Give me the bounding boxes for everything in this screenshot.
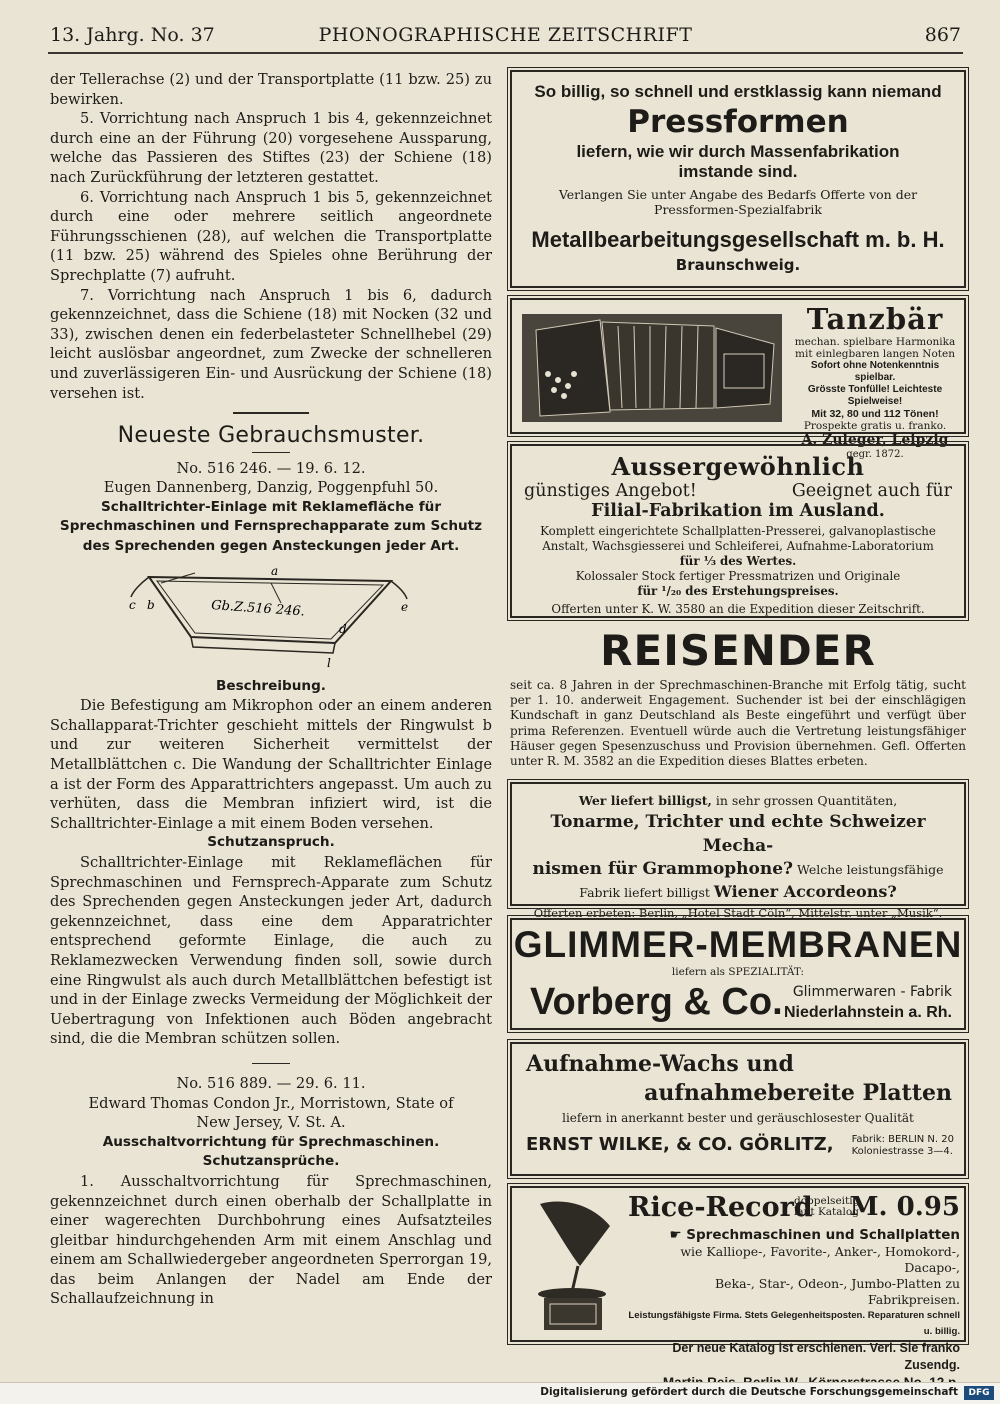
page-footer <box>0 1382 1000 1404</box>
tanzbaer-l1: mechan. spielbare Harmonika <box>794 336 956 348</box>
footer-text: Digitalisierung gefördert durch die Deutsche Forschungsgemeinschaft <box>540 1386 958 1398</box>
tanzbaer-l3: Sofort ohne Notenkenntnis spielbar. <box>810 360 940 383</box>
glimmer-r2: Niederlahnstein a. Rh. <box>783 1004 952 1021</box>
intro-continuation: der Tellerachse (2) und der Transportplatte (11 bzw. 25) zu bewirken. <box>50 71 492 108</box>
wer-l4a: Fabrik liefert billigst <box>579 885 710 900</box>
ausser-line1 <box>512 481 964 501</box>
entry2-claim-1: 1. Ausschaltvorrichtung für Sprechmaschinen, gekennzeichnet durch einen oberhalb der Schallplatte in einer wagerechten Durchbohrung eines Aufsatzteiles gleitbar hindurchgehenden Arm mit einem Anschlag und einem am Schallwiedergeber angeordneten Sperrorgan 19, das beim Anlangen der Nadel am Ende der Schallaufzeichnung in <box>50 1172 492 1308</box>
entry1-claim-heading: Schutzanspruch. <box>207 834 335 851</box>
pressformen-line4: Verlangen Sie unter Angabe des Bedarfs Offerte von der <box>558 187 918 202</box>
entry2-title: Ausschaltvorrichtung für Sprechmaschinen. <box>102 1133 440 1150</box>
entry1-title: Schalltrichter-Einlage mit Reklamefläche für Sprechmaschinen und Fernsprechapparate zum Schutz des Sprechenden gegen Ansteckungen jeder Art. <box>59 498 483 555</box>
ausser-l7: für ¹/₂₀ des Erstehungspreises. <box>637 584 839 598</box>
rice-side1: doppelseitig <box>794 1195 860 1207</box>
title-divider <box>252 452 290 453</box>
rice-l2: wie Kalliope-, Favorite-, Anker-, Homokord-, Dacapo-, <box>680 1244 960 1275</box>
ausser-l6: Kolossaler Stock fertiger Pressmatrizen und Originale <box>575 569 901 583</box>
wilke-company: ERNST WILKE, & CO. GÖRLITZ, <box>526 1134 834 1155</box>
ausser-l1b: Geeignet auch für <box>791 481 952 501</box>
rice-text <box>624 1192 960 1392</box>
ausser-l3: Komplett eingerichtete Schallplatten-Presserei, galvanoplastische <box>540 524 936 538</box>
glimmer-headline: GLIMMER-MEMBRANEN <box>513 924 963 965</box>
tanzbaer-l4: Grösste Tonfülle! Leichteste Spielweise! <box>807 384 943 407</box>
section-divider <box>233 412 309 414</box>
tanzbaer-text <box>792 302 958 460</box>
claim-5: 5. Vorrichtung nach Anspruch 1 bis 4, gekennzeichnet durch eine an der Führung (20) vorgesehene Aussparung, welche das Passieren des Stiftes (23) der Schiene (18) nach Zurückführung der letzteren gestattet. <box>50 110 492 186</box>
wer-l1a: Wer liefert billigst, <box>578 793 712 808</box>
tanzbaer-company: A. Zuleger, Leipzig <box>801 432 949 448</box>
harmonica-illustration <box>518 304 786 428</box>
wer-l3b: Welche leistungsfähige <box>797 862 944 877</box>
pressformen-city: Braunschweig. <box>675 256 801 274</box>
rice-l1-text: Sprechmaschinen und Schallplatten <box>686 1227 960 1243</box>
ad-wilke <box>510 1042 966 1176</box>
page-header <box>48 22 963 54</box>
rice-brand: Rice-Record <box>628 1192 813 1223</box>
rice-l3: Beka-, Star-, Odeon-, Jumbo-Platten zu Fabrikpreisen. <box>715 1276 960 1307</box>
glimmer-sub: liefern als SPEZIALITÄT: <box>671 966 805 978</box>
wer-l1b: in sehr grossen Quantitäten, <box>715 793 898 808</box>
figure-stamp: Gb.Z.516 246. <box>210 597 306 620</box>
ad-rice-record <box>510 1186 966 1372</box>
tanzbaer-l2: mit einlegbaren langen Noten <box>795 348 955 360</box>
tanzbaer-title: Tanzbär <box>806 302 944 336</box>
ad-glimmer <box>510 918 966 1030</box>
volume-issue: 13. Jahrg. No. 37 <box>50 24 215 46</box>
glimmer-bottom <box>512 978 964 1028</box>
figure-label-d: d <box>339 621 347 636</box>
wilke-addr1: Fabrik: BERLIN N. 20 <box>851 1134 954 1145</box>
left-text-column <box>50 70 492 1309</box>
gramophone-illustration <box>520 1196 620 1336</box>
glimmer-r1: Glimmerwaren - Fabrik <box>792 984 952 1000</box>
ausser-l2: Filial-Fabrikation im Ausland. <box>591 501 885 521</box>
entry1-claim-text: Schalltrichter-Einlage mit Reklameflächen für Sprechmaschinen und Fernsprech-Apparate zum Schutz des Sprechenden gegen Ansteckungen jeder Art, dadurch gekennzeichnet, dass eine dem Apparatrichter entsprechend geformte Einlage, die auch zu Reklamezwecken Verwendung finden soll, sowie durch eine Ringwulst als auch durch Metallblättchen befestigt ist und in der Einlage zwecks Vermeidung der Möglichkeit der Uebertragung von Infektionen auch Böden angebracht sind, die die Membran schützen sollen. <box>50 854 492 1048</box>
figure-label-c: c <box>129 597 136 612</box>
glimmer-company: Vorberg & Co. <box>530 981 783 1023</box>
pressformen-headline: Pressformen <box>627 104 849 140</box>
wilke-l3: liefern in anerkannt bester und geräuschlosester Qualität <box>562 1111 914 1125</box>
reisender-text: seit ca. 8 Jahren in der Sprechmaschinen-Branche mit Erfolg tätig, sucht per 1. 10. anderweit Engagement. Suchender ist bei der einschlägigen Kundschaft in ganz Deutschland als Beste eingeführt und verfügt über prima Referenzen. Eventuell würde auch die Vertretung leistungsfähiger Häuser gegen Spesenzuschuss und Provision übernehmen. Gefl. Offerten unter R. M. 3582 an die Expedition dieses Blattes erbeten. <box>510 678 966 769</box>
dfg-logo: DFG <box>964 1386 994 1400</box>
wer-l5: Offerten erbeten: Berlin, „Hotel Stadt Cöln“, Mittelstr. unter „Musik“. <box>533 906 943 920</box>
figure-label-l: l <box>327 655 331 670</box>
reisender-headline: REISENDER <box>600 626 876 675</box>
wer-line1 <box>522 792 954 810</box>
ad-tanzbaer <box>510 298 966 460</box>
figure-label-e: e <box>401 599 409 614</box>
wilke-l2: aufnahmebereite Platten <box>644 1080 952 1106</box>
ausser-l1a: günstiges Angebot! <box>524 481 697 501</box>
entry1-applicant: Eugen Dannenberg, Danzig, Poggenpfuhl 50. <box>103 479 439 497</box>
rice-l5: Der neue Katalog ist erschienen. Verl. Sie franko Zusendg. <box>672 1341 960 1372</box>
tanzbaer-l6: Prospekte gratis u. franko. <box>803 420 947 432</box>
wer-line3 <box>522 858 954 881</box>
wilke-bottom <box>512 1128 964 1162</box>
entry2-applicant: Edward Thomas Condon Jr., Morristown, State of New Jersey, V. St. A. <box>88 1094 454 1132</box>
figure-label-a: a <box>271 563 279 578</box>
ad-aussergewoehnlich <box>510 444 966 618</box>
pressformen-company: Metallbearbeitungsgesellschaft m. b. H. <box>531 227 945 252</box>
pointing-hand-icon: ☛ <box>669 1227 687 1243</box>
pressformen-line2: liefern, wie wir durch Massenfabrikation <box>576 142 900 161</box>
claim-6: 6. Vorrichtung nach Anspruch 1 bis 5, gekennzeichnet durch eine oder mehrere seitlich angeordnete Führungsschienen (28), auf welchen die Transportplatte (11 bzw. 25) während des Spieles ohne Berührung der Sprechplatte (7) aufruht. <box>50 188 492 284</box>
pressformen-line3: imstande sind. <box>678 162 798 181</box>
funnel-insert-figure <box>121 563 421 673</box>
ausser-l5: für ⅓ des Wertes. <box>679 554 797 568</box>
ausser-l4: Anstalt, Wachsgiesserei und Schleiferei, Aufnahme-Laboratorium <box>542 539 934 553</box>
entry-divider <box>252 1063 290 1064</box>
rice-side2: laut Katalog <box>794 1206 859 1218</box>
pressformen-line1: So billig, so schnell und erstklassig kann niemand <box>534 82 942 101</box>
wilke-address <box>852 1134 954 1158</box>
entry1-number: No. 516 246. — 19. 6. 12. <box>176 459 366 477</box>
wer-l3a: nismen für Grammophone? <box>532 859 794 879</box>
rice-price: M. 0.95 <box>849 1192 960 1222</box>
ad-wer-liefert <box>510 782 966 920</box>
wilke-addr2: Koloniestrasse 3—4. <box>851 1146 953 1157</box>
section-title: Neueste Gebrauchsmuster. <box>117 423 425 449</box>
wer-l4b: Wiener Accordeons? <box>713 882 897 901</box>
entry1-desc-heading: Beschreibung. <box>216 677 326 694</box>
claim-7: 7. Vorrichtung nach Anspruch 1 bis 6, dadurch gekennzeichnet, dass die Schiene (18) mit Nocken (32 und 33), zwischen denen ein federbelasteter Schnellhebel (29) leicht auslösbar angeordnet, zum Zwecke der schnelleren und zuverlässigeren Ein- und Ausrückung der Schiene (18) versehen ist. <box>50 286 492 402</box>
ausser-l8: Offerten unter K. W. 3580 an die Expedition dieser Zeitschrift. <box>551 602 925 616</box>
rice-top <box>624 1192 960 1226</box>
figure-label-b: b <box>147 597 155 612</box>
rice-l4: Leistungsfähigste Firma. Stets Gelegenheitsposten. Reparaturen schnell u. billig. <box>628 1310 960 1337</box>
rice-l1 <box>624 1226 960 1244</box>
wilke-l1: Aufnahme-Wachs und <box>526 1051 794 1077</box>
tanzbaer-l5: Mit 32, 80 und 112 Tönen! <box>811 408 939 420</box>
journal-title: PHONOGRAPHISCHE ZEITSCHRIFT <box>318 24 693 46</box>
wer-line4 <box>522 881 954 904</box>
ad-pressformen <box>510 70 966 288</box>
pressformen-line5: Pressformen-Spezialfabrik <box>654 202 822 217</box>
wer-l2: Tonarme, Trichter und echte Schweizer Mecha- <box>550 812 926 856</box>
entry2-number: No. 516 889. — 29. 6. 11. <box>176 1074 366 1092</box>
ad-reisender <box>510 626 966 769</box>
entry1-desc-text: Die Befestigung am Mikrophon oder an einem anderen Schallapparat-Trichter geschieht mittels der Ringwulst b und zur weiteren Sicherheit vermittelst der Metallblättchen c. Die Wandung der Schalltrichter Einlage a ist der Form des Apparattrichters angepasst. Um auch zu verhüten, dass die Membran infiziert wird, ist die Schalltrichter-Einlage a mit einem Boden versehen. <box>50 697 492 832</box>
tanzbaer-founded: gegr. 1872. <box>846 449 904 460</box>
page-number: 867 <box>924 24 961 46</box>
ausser-headline: Aussergewöhnlich <box>611 452 865 481</box>
entry2-claims-heading: Schutzansprüche. <box>202 1153 340 1170</box>
